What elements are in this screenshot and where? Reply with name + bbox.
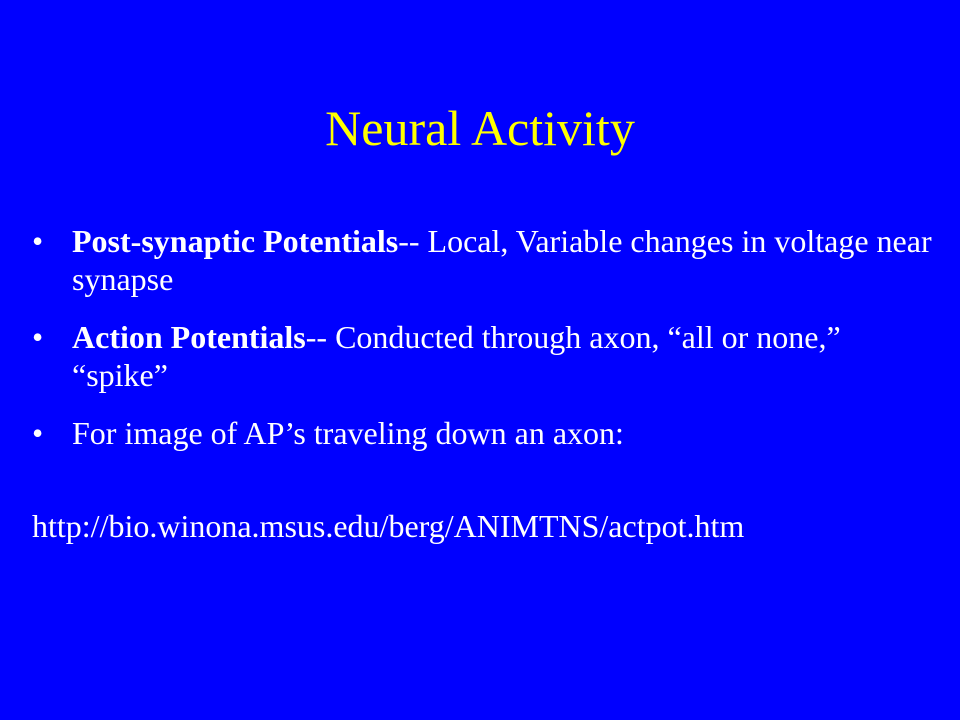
bullet-description: -- Local, Variable changes in voltage near synapse (72, 223, 932, 297)
reference-link[interactable]: http://bio.winona.msus.edu/berg/ANIMTNS/actpot.htm (32, 508, 745, 544)
bullet-term: Action Potentials (72, 319, 306, 355)
bullet-item-post-synaptic (32, 222, 932, 298)
bullet-list (32, 222, 932, 472)
bullet-item-image-ap (32, 414, 932, 452)
bullet-marker: • (32, 415, 44, 451)
bullet-description: -- Conducted through axon, “all or none,” “spike” (72, 319, 841, 393)
bullet-text (72, 319, 841, 393)
bullet-text (72, 223, 932, 297)
bullet-term: Post-synaptic Potentials (72, 223, 399, 259)
bullet-description: For image of AP’s traveling down an axon: (72, 415, 624, 451)
bullet-text (72, 415, 624, 451)
slide-title: Neural Activity (325, 100, 635, 156)
bullet-marker: • (32, 319, 44, 355)
bullet-marker: • (32, 223, 44, 259)
bullet-item-action-potentials (32, 318, 932, 394)
